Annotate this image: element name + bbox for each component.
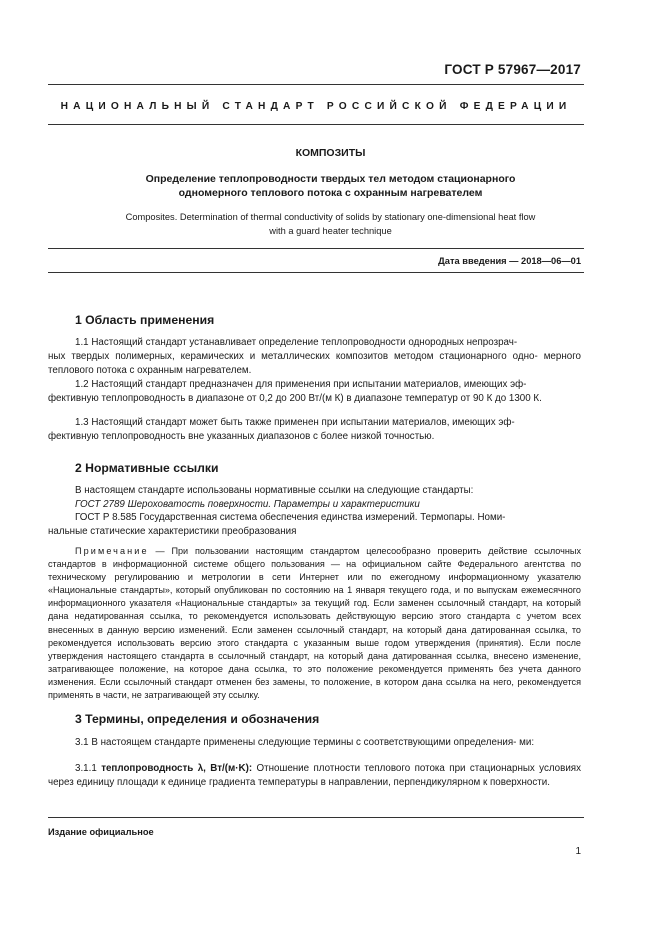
title-russian: [80, 172, 581, 200]
title-english-line-2: with a guard heater technique: [269, 226, 392, 236]
paragraph-1-2-first-line: 1.2 Настоящий стандарт предназначен для применения при испытании материалов, имеющих эф-: [75, 379, 527, 390]
title-russian-line-1: Определение теплопроводности твердых тел методом стационарного: [145, 173, 516, 185]
title-english-line-1: Composites. Determination of thermal conductivity of solids by stationary one-dimensional heat flow: [125, 212, 536, 222]
introduction-date: Дата введения — 2018—06—01: [438, 256, 581, 266]
official-edition-label: Издание официальное: [48, 827, 154, 837]
references-intro: [48, 484, 581, 498]
paragraph-1-1-rest: ных твердых полимерных, керамических и металлических композитов методом стационарного одно- мерного теплового потока с охранным нагревателем.: [48, 351, 581, 377]
references-intro-text: В настоящем стандарте использованы нормативные ссылки на следующие стандарты:: [75, 485, 474, 496]
document-title: КОМПОЗИТЫ: [295, 147, 366, 159]
standard-number: ГОСТ Р 57967—2017: [444, 62, 581, 77]
paragraph-1-3-rest: фективную теплопроводность вне указанных диапазонов с более низкой точностью.: [48, 431, 435, 443]
reference-gost-r-8-585-rest: нальные статические характеристики преобразования: [48, 526, 297, 538]
header-rule: [48, 84, 584, 85]
note-label: Примечание: [75, 546, 149, 556]
reference-gost-r-8-585-first-line: ГОСТ Р 8.585 Государственная система обеспечения единства измерений. Термопары. Номи-: [75, 512, 506, 523]
page-number: 1: [575, 846, 581, 857]
national-standard-banner: НАЦИОНАЛЬНЫЙ СТАНДАРТ РОССИЙСКОЙ ФЕДЕРАЦИИ: [60, 101, 572, 112]
paragraph-1-3: [48, 416, 581, 444]
paragraph-1-3-first-line: 1.3 Настоящий стандарт может быть также применен при испытании материалов, имеющих эф-: [75, 417, 515, 428]
term-3-1-1: [48, 762, 581, 790]
paragraph-1-2-rest: фективную теплопроводность в диапазоне от 0,2 до 200 Вт/(м К) в диапазоне температур от 90 К до 1300 К.: [48, 393, 542, 405]
note-text: — При пользовании настоящим стандартом целесообразно проверить действие ссылочных стандартов в информационной системе общего пользования — на официальном сайте Федерального агентства по техническому регулированию и метрологии в сети Интернет или по ежегодному информационному указателю «Национальные стандарты», который опубликован по состоянию на 1 января текущего года, и по выпускам ежемесячного информационного указателя «Национальные стандарты» за текущий год. Если заменен ссылочный стандарт, на который дана недатированная ссылка, то рекомендуется использовать действующую версию этого стандарта с учетом всех внесенных в данную версию изменений. Если заменен ссылочный стандарт, на который дана датированная ссылка, то рекомендуется использовать версию этого стандарта с указанным выше годом утверждения (принятия). Если после утверждения настоящего стандарта в ссылочный стандарт, на который дана датированная ссылка, внесено изменение, затрагивающее положение, на которое дана ссылка, то это положение рекомендуется применять без учета данного изменения. Если ссылочный стандарт отменен без замены, то положение, в котором дана ссылка на него, рекомендуется применять в части, не затрагивающей эту ссылку.: [48, 546, 581, 701]
section-2-heading: 2 Нормативные ссылки: [75, 461, 219, 475]
paragraph-1-1: [48, 336, 581, 379]
banner-rule: [48, 124, 584, 125]
term-3-1-1-text: [48, 762, 581, 790]
footer-rule: [48, 817, 584, 818]
reference-gost-r-8-585: [48, 511, 581, 539]
section-3-heading: 3 Термины, определения и обозначения: [75, 712, 320, 726]
paragraph-1-2: [48, 378, 581, 406]
paragraph-1-1-first-line: 1.1 Настоящий стандарт устанавливает определение теплопроводности однородных непрозрач-: [75, 337, 518, 348]
term-number: 3.1.1: [75, 763, 102, 774]
title-rule: [48, 248, 584, 249]
title-russian-line-2: одномерного теплового потока с охранным нагревателем: [178, 187, 483, 199]
paragraph-3-1-text: 3.1 В настоящем стандарте применены следующие термины с соответствующими определения- ми:: [75, 737, 535, 748]
title-english: [80, 210, 581, 238]
date-rule: [48, 272, 584, 273]
reference-gost-2789-text: ГОСТ 2789 Шероховатость поверхности. Параметры и характеристики: [75, 499, 420, 510]
term-name: теплопроводность λ, Вт/(м·K):: [101, 763, 253, 774]
section-1-heading: 1 Область применения: [75, 313, 215, 327]
term-definition: Отношение плотности теплового потока при стационарных условиях через единицу площади к единице градиента температуры в направлении, перпендикулярном к поверхности.: [48, 763, 582, 789]
paragraph-3-1: [48, 736, 581, 750]
references-note: [48, 545, 581, 702]
